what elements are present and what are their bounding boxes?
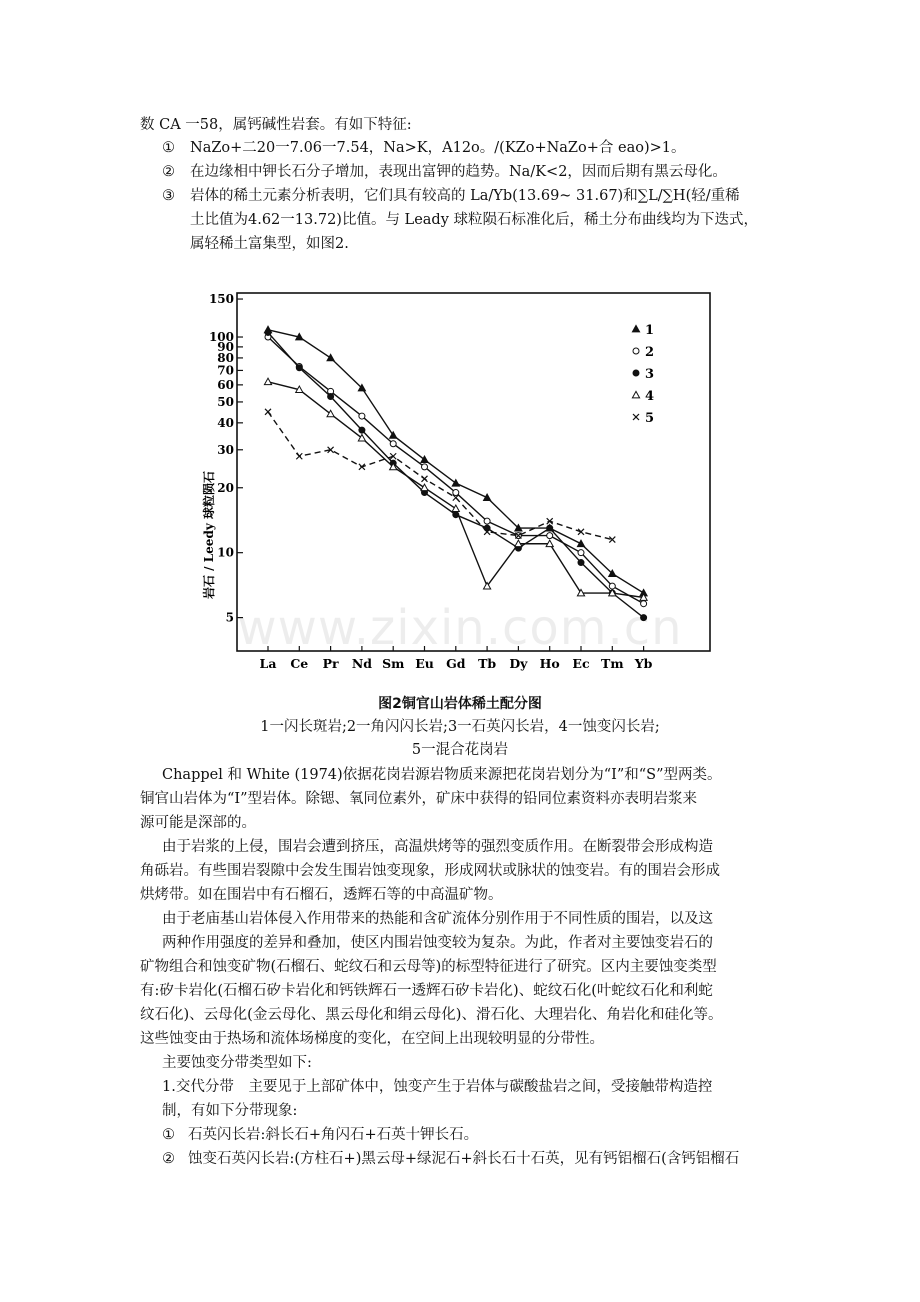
list-item-text: NaZo+二20一7.06一7.54，Na>K，A12o。/(KZo+NaZo+合 eao)>1。 [190,140,686,156]
list-item-text: 石英闪长岩:斜长石+角闪石+石英十钾长石。 [188,1127,479,1143]
x-tick-label: Dy [509,656,528,671]
x-tick-label: Pr [322,656,339,671]
data-point [422,476,428,482]
legend-entry [633,411,654,426]
list-item-text: 土比值为4.62一13.72)比值。与 Leady 球粒陨石标准化后，稀土分布曲线均为下迭式， [190,212,758,228]
paragraph-line: Chappel 和 White (1974)依据花岗岩源岩物质来源把花岗岩划分为“I”和“S”型两类。 [162,767,722,783]
data-point [422,464,428,470]
legend-entry [633,345,654,360]
data-point [453,490,459,496]
data-point [328,393,334,399]
x-tick-label: Ho [539,656,560,671]
paragraph-line: 由于老庙基山岩体侵入作用带来的热能和含矿流体分别作用于不同性质的围岩，以及这 [162,911,713,927]
data-point [296,453,302,459]
text-line: 数 CA 一58，属钙碱性岩套。有如下特征: [140,117,412,133]
series-line [268,330,644,593]
y-tick-label: 50 [217,394,234,409]
list-number: ② [162,164,175,180]
x-tick-label: Ec [572,656,590,671]
data-point [265,409,271,415]
y-tick-label: 80 [217,350,234,365]
series-1 [264,326,647,596]
paragraph-line: 由于岩浆的上侵，围岩会遭到挤压，高温烘烤等的强烈变质作用。在断裂带会形成构造 [162,839,713,855]
y-tick-label: 60 [217,377,234,392]
y-tick-label: 70 [217,363,234,378]
legend-entry [632,323,654,338]
y-tick-label: 100 [208,330,234,345]
y-tick-label: 150 [208,292,234,307]
data-point [359,427,365,433]
figure-title: 图2铜官山岩体稀土配分图 [378,696,542,712]
paragraph-line: 这些蚀变由于热场和流体场梯度的变化，在空间上出现较明显的分带性。 [140,1031,604,1047]
list-number: ③ [162,188,175,204]
list-item-text: 蚀变石英闪长岩:(方柱石+)黑云母+绿泥石+斜长石十石英，见有钙铝榴石(含钙铝榴石 [188,1151,740,1167]
legend-entry [632,389,654,404]
paragraph-line: 铜官山岩体为“I”型岩体。除锶、氧同位素外，矿床中获得的铅同位素资料亦表明岩浆来 [140,791,698,807]
figure-legend: 5一混合花岗岩 [411,742,509,758]
data-point [484,518,490,524]
list-number: ② [162,1151,175,1167]
paragraph-line: 有:矽卡岩化(石榴石矽卡岩化和钙铁辉石一透辉石矽卡岩化)、蛇纹石化(叶蛇纹石化和利蛇 [140,983,713,999]
y-axis-label: 岩石 / Leedy 球粒陨石 [202,471,216,599]
data-point [547,533,553,539]
list-item-text: 岩体的稀土元素分析表明，它们具有较高的 La/Yb(13.69~ 31.67)和∑L/∑H(轻/重稀 [190,188,740,204]
paragraph-line: 1.交代分带 主要见于上部矿体中，蚀变产生于岩体与碳酸盐岩之间，受接触带构造控 [162,1079,713,1095]
y-tick-label: 90 [217,339,234,354]
y-tick-label: 10 [217,545,234,560]
series-5 [265,409,615,543]
legend-label: 1 [645,323,655,338]
data-point [547,525,553,531]
data-point [609,583,615,589]
paragraph-line: 烘烤带。如在围岩中有石榴石，透辉石等的中高温矿物。 [140,887,503,903]
legend-label: 3 [645,367,655,382]
x-tick-label: Yb [634,656,653,671]
list-number: ① [162,1127,175,1143]
data-point [484,494,491,500]
series-3 [265,329,647,620]
legend-label: 5 [645,411,655,426]
data-point [577,540,584,546]
data-point [632,325,639,331]
data-point [632,391,639,397]
y-tick-label: 5 [225,610,234,625]
data-point [633,414,639,420]
figure-legend: 1一闪长斑岩;2一角闪闪长岩;3一石英闪长岩，4一蚀变闪长岩; [260,719,660,735]
data-point [296,365,302,371]
x-tick-label: Eu [415,656,434,671]
data-point [578,560,584,566]
paragraph-line: 矿物组合和蚀变矿物(石榴石、蛇纹石和云母等)的标型特征进行了研究。区内主要蚀变类型 [140,959,717,975]
paragraph-line: 角砾岩。有些围岩裂隙中会发生围岩蚀变现象，形成网状或脉状的蚀变岩。有的围岩会形成 [140,863,720,879]
data-point [633,348,639,354]
y-tick-label: 30 [217,442,234,457]
x-tick-label: Tm [601,656,624,671]
x-tick-label: Nd [351,656,372,671]
series-line [268,412,612,540]
y-tick-label: 40 [217,415,234,430]
series-line [268,337,644,604]
paragraph-line: 主要蚀变分带类型如下: [162,1055,312,1071]
paragraph-line: 制，有如下分带现象: [162,1103,298,1119]
series-line [268,332,644,617]
watermark: www.zixin.com.cn [237,600,683,656]
series-2 [265,334,647,607]
data-point [421,484,428,490]
data-point [327,354,334,360]
list-number: ① [162,140,175,156]
x-tick-label: Gd [446,656,466,671]
legend-entry [633,367,654,382]
list-item-text: 属轻稀土富集型，如图2. [190,236,349,252]
paragraph-line: 源可能是深部的。 [140,815,256,831]
legend-label: 2 [645,345,655,360]
legend-label: 4 [645,389,655,404]
x-tick-label: Sm [382,656,405,671]
data-point [578,550,584,556]
data-point [452,505,459,511]
x-tick-label: Ce [290,656,309,671]
x-tick-label: La [259,656,277,671]
y-tick-label: 20 [217,480,234,495]
list-item-text: 在边缘相中钾长石分子增加，表现出富钾的趋势。Na/K<2，因而后期有黑云母化。 [190,164,727,180]
data-point [633,370,639,376]
data-point [390,441,396,447]
data-point [265,329,271,335]
data-point [264,378,271,384]
x-tick-label: Tb [478,656,497,671]
paragraph-line: 两种作用强度的差异和叠加，使区内围岩蚀变较为复杂。为此，作者对主要蚀变岩石的 [162,935,713,951]
paragraph-line: 纹石化)、云母化(金云母化、黑云母化和绢云母化)、滑石化、大理岩化、角岩化和硅化等。 [140,1007,723,1023]
data-point [359,413,365,419]
